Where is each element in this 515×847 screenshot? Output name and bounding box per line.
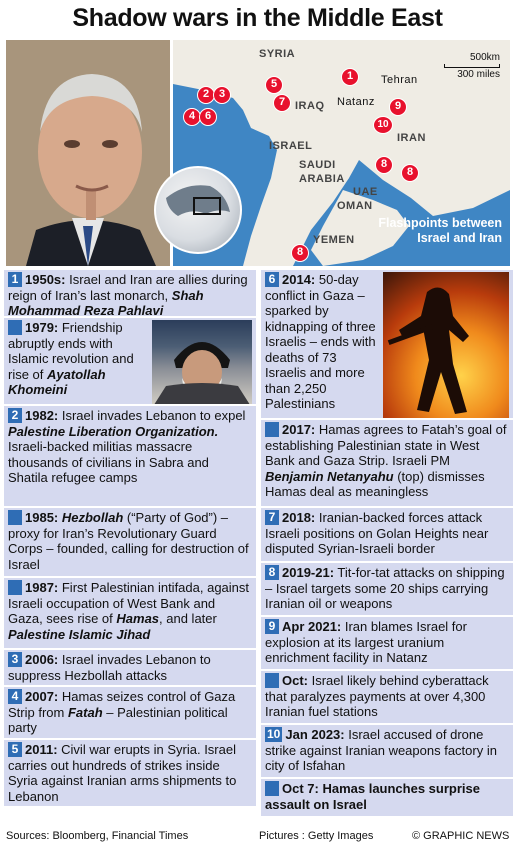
footer-credit: © GRAPHIC NEWS	[412, 830, 510, 842]
map-label-uae: UAE	[353, 186, 378, 198]
event-number: 3	[8, 652, 22, 667]
event-1985: 1985: Hezbollah (“Party of God”) – proxy for Iran’s Revolutionary Guard Corps – founded, calling for destruction of Israel	[4, 508, 256, 578]
event-jan-2023: 10 Jan 2023: Israel accused of drone strike against Iranian weapons factory in city of Isfahan	[261, 725, 513, 779]
event-oct-2021: Oct: Israel likely behind cyberattack that paralyzes payments at over 4,300 Iranian fuel stations	[261, 671, 513, 725]
event-2011: 5 2011: Civil war erupts in Syria. Israel carries out hundreds of strikes inside Syria against Iranian arms shipments to Lebanon	[4, 740, 256, 808]
event-number	[265, 781, 279, 796]
event-1979: 1979: Friendship abruptly ends with Islamic revolution and rise of Ayatollah Khomeini	[4, 318, 256, 406]
map-label-iraq: IRAQ	[295, 100, 325, 112]
page-title: Shadow wars in the Middle East	[72, 4, 443, 32]
marker-6: 6	[199, 108, 217, 126]
netanyahu-portrait	[6, 40, 170, 266]
event-date: Oct:	[282, 673, 308, 688]
khomeini-photo	[152, 320, 252, 406]
event-number: 6	[265, 272, 279, 287]
event-number: 1	[8, 272, 22, 287]
event-number	[265, 673, 279, 688]
scale-miles: 300 miles	[457, 69, 500, 80]
event-date: 2006:	[25, 652, 59, 667]
event-number: 9	[265, 619, 279, 634]
event-date: Apr 2021:	[282, 619, 342, 634]
marker-2: 2	[197, 86, 215, 104]
event-number	[8, 510, 22, 525]
event-2014: 6 2014: 50-day conflict in Gaza – sparked by kidnapping of three Israelis – ends with deaths of 73 Israelis and more than 2,250 Palestinians	[261, 270, 513, 420]
map-label-oman: OMAN	[337, 200, 373, 212]
event-date: 2007:	[25, 689, 59, 704]
event-date: 1987:	[25, 580, 59, 595]
event-date: Jan 2023:	[285, 727, 345, 742]
map-label-saudi-arabia: SAUDI ARABIA	[299, 159, 345, 185]
event-2018: 7 2018: Iranian-backed forces attack Israeli positions on Golan Heights near disputed Syrian-Israeli border	[261, 508, 513, 563]
footer-sources: Sources: Bloomberg, Financial Times	[6, 830, 189, 842]
event-2017: 2017: Hamas agrees to Fatah’s goal of establishing Palestinian state in West Bank and Gaza Strip. Israeli PM Benjamin Netanyahu (top) dismisses Hamas deal as meaningless	[261, 420, 513, 508]
marker-7: 7	[273, 94, 291, 112]
event-date: 1985:	[25, 510, 62, 525]
event-2006: 3 2006: Israel invades Lebanon to suppress Hezbollah attacks	[4, 650, 256, 687]
event-1982: 2 1982: Israel invades Lebanon to expel Palestine Liberation Organization. Israeli-backed militias massacre thousands of civilians in Sabra and Shatila refugee camps	[4, 406, 256, 508]
map-label-syria: SYRIA	[259, 48, 296, 60]
event-number: 10	[267, 727, 281, 741]
globe-locator	[154, 166, 242, 254]
marker-8a: 8	[375, 156, 393, 174]
event-number: 4	[8, 689, 22, 704]
scale-km: 500km	[469, 52, 500, 63]
marker-3: 3	[213, 86, 231, 104]
marker-8b: 8	[401, 164, 419, 182]
footer-pictures: Pictures : Getty Images	[259, 830, 374, 842]
event-number: 8	[265, 565, 279, 580]
event-number: 5	[8, 742, 22, 757]
event-date: 2017:	[282, 422, 316, 437]
marker-9: 9	[389, 98, 407, 116]
marker-8c: 8	[291, 244, 309, 262]
event-number	[8, 580, 22, 595]
scale-bar	[444, 64, 500, 68]
event-2007: 4 2007: Hamas seizes control of Gaza Strip from Fatah – Palestinian political party	[4, 687, 256, 740]
map-caption: Flashpoints between Israel and Iran	[378, 216, 502, 245]
event-date: 2011:	[25, 742, 58, 757]
event-date: 2019-21:	[282, 565, 335, 580]
map-label-tehran: Tehran	[381, 74, 418, 86]
event-apr-2021: 9 Apr 2021: Iran blames Israel for explosion at its largest uranium enrichment facility in Natanz	[261, 617, 513, 671]
map-label-yemen: YEMEN	[313, 234, 355, 246]
event-date: Oct 7: Hamas launches surprise assault on Israel	[265, 781, 480, 812]
marker-10: 10	[373, 116, 393, 134]
event-date: 1982:	[25, 408, 59, 423]
marker-4: 4	[183, 108, 201, 126]
marker-5: 5	[265, 76, 283, 94]
event-1950s: 1 1950s: Israel and Iran are allies during reign of Iran’s last monarch, Shah Mohammad Reza Pahlavi	[4, 270, 256, 318]
event-date: 2014:	[282, 272, 316, 287]
map-label-natanz: Natanz	[337, 96, 375, 108]
gaza-fighter-photo	[383, 272, 509, 420]
event-date: 1950s:	[25, 272, 66, 287]
event-number: 2	[8, 408, 22, 423]
event-2019-21: 8 2019-21: Tit-for-tat attacks on shipping – Israel targets some 20 ships carrying Iranian oil or weapons	[261, 563, 513, 617]
event-number	[265, 422, 279, 437]
timeline-left	[4, 270, 256, 808]
event-date: 1979:	[25, 320, 59, 335]
marker-1: 1	[341, 68, 359, 86]
event-number	[8, 320, 22, 335]
timeline-right	[261, 270, 513, 818]
map-scale	[444, 52, 500, 80]
footer	[0, 826, 515, 847]
event-number: 7	[265, 510, 279, 525]
event-oct-7	[261, 779, 513, 818]
event-1987: 1987: First Palestinian intifada, against Israeli occupation of West Bank and Gaza, sees rise of Hamas, and later Palestine Islamic Jihad	[4, 578, 256, 650]
event-date: 2018:	[282, 510, 316, 525]
map-label-israel: ISRAEL	[269, 140, 313, 152]
map-label-iran: IRAN	[397, 132, 426, 144]
